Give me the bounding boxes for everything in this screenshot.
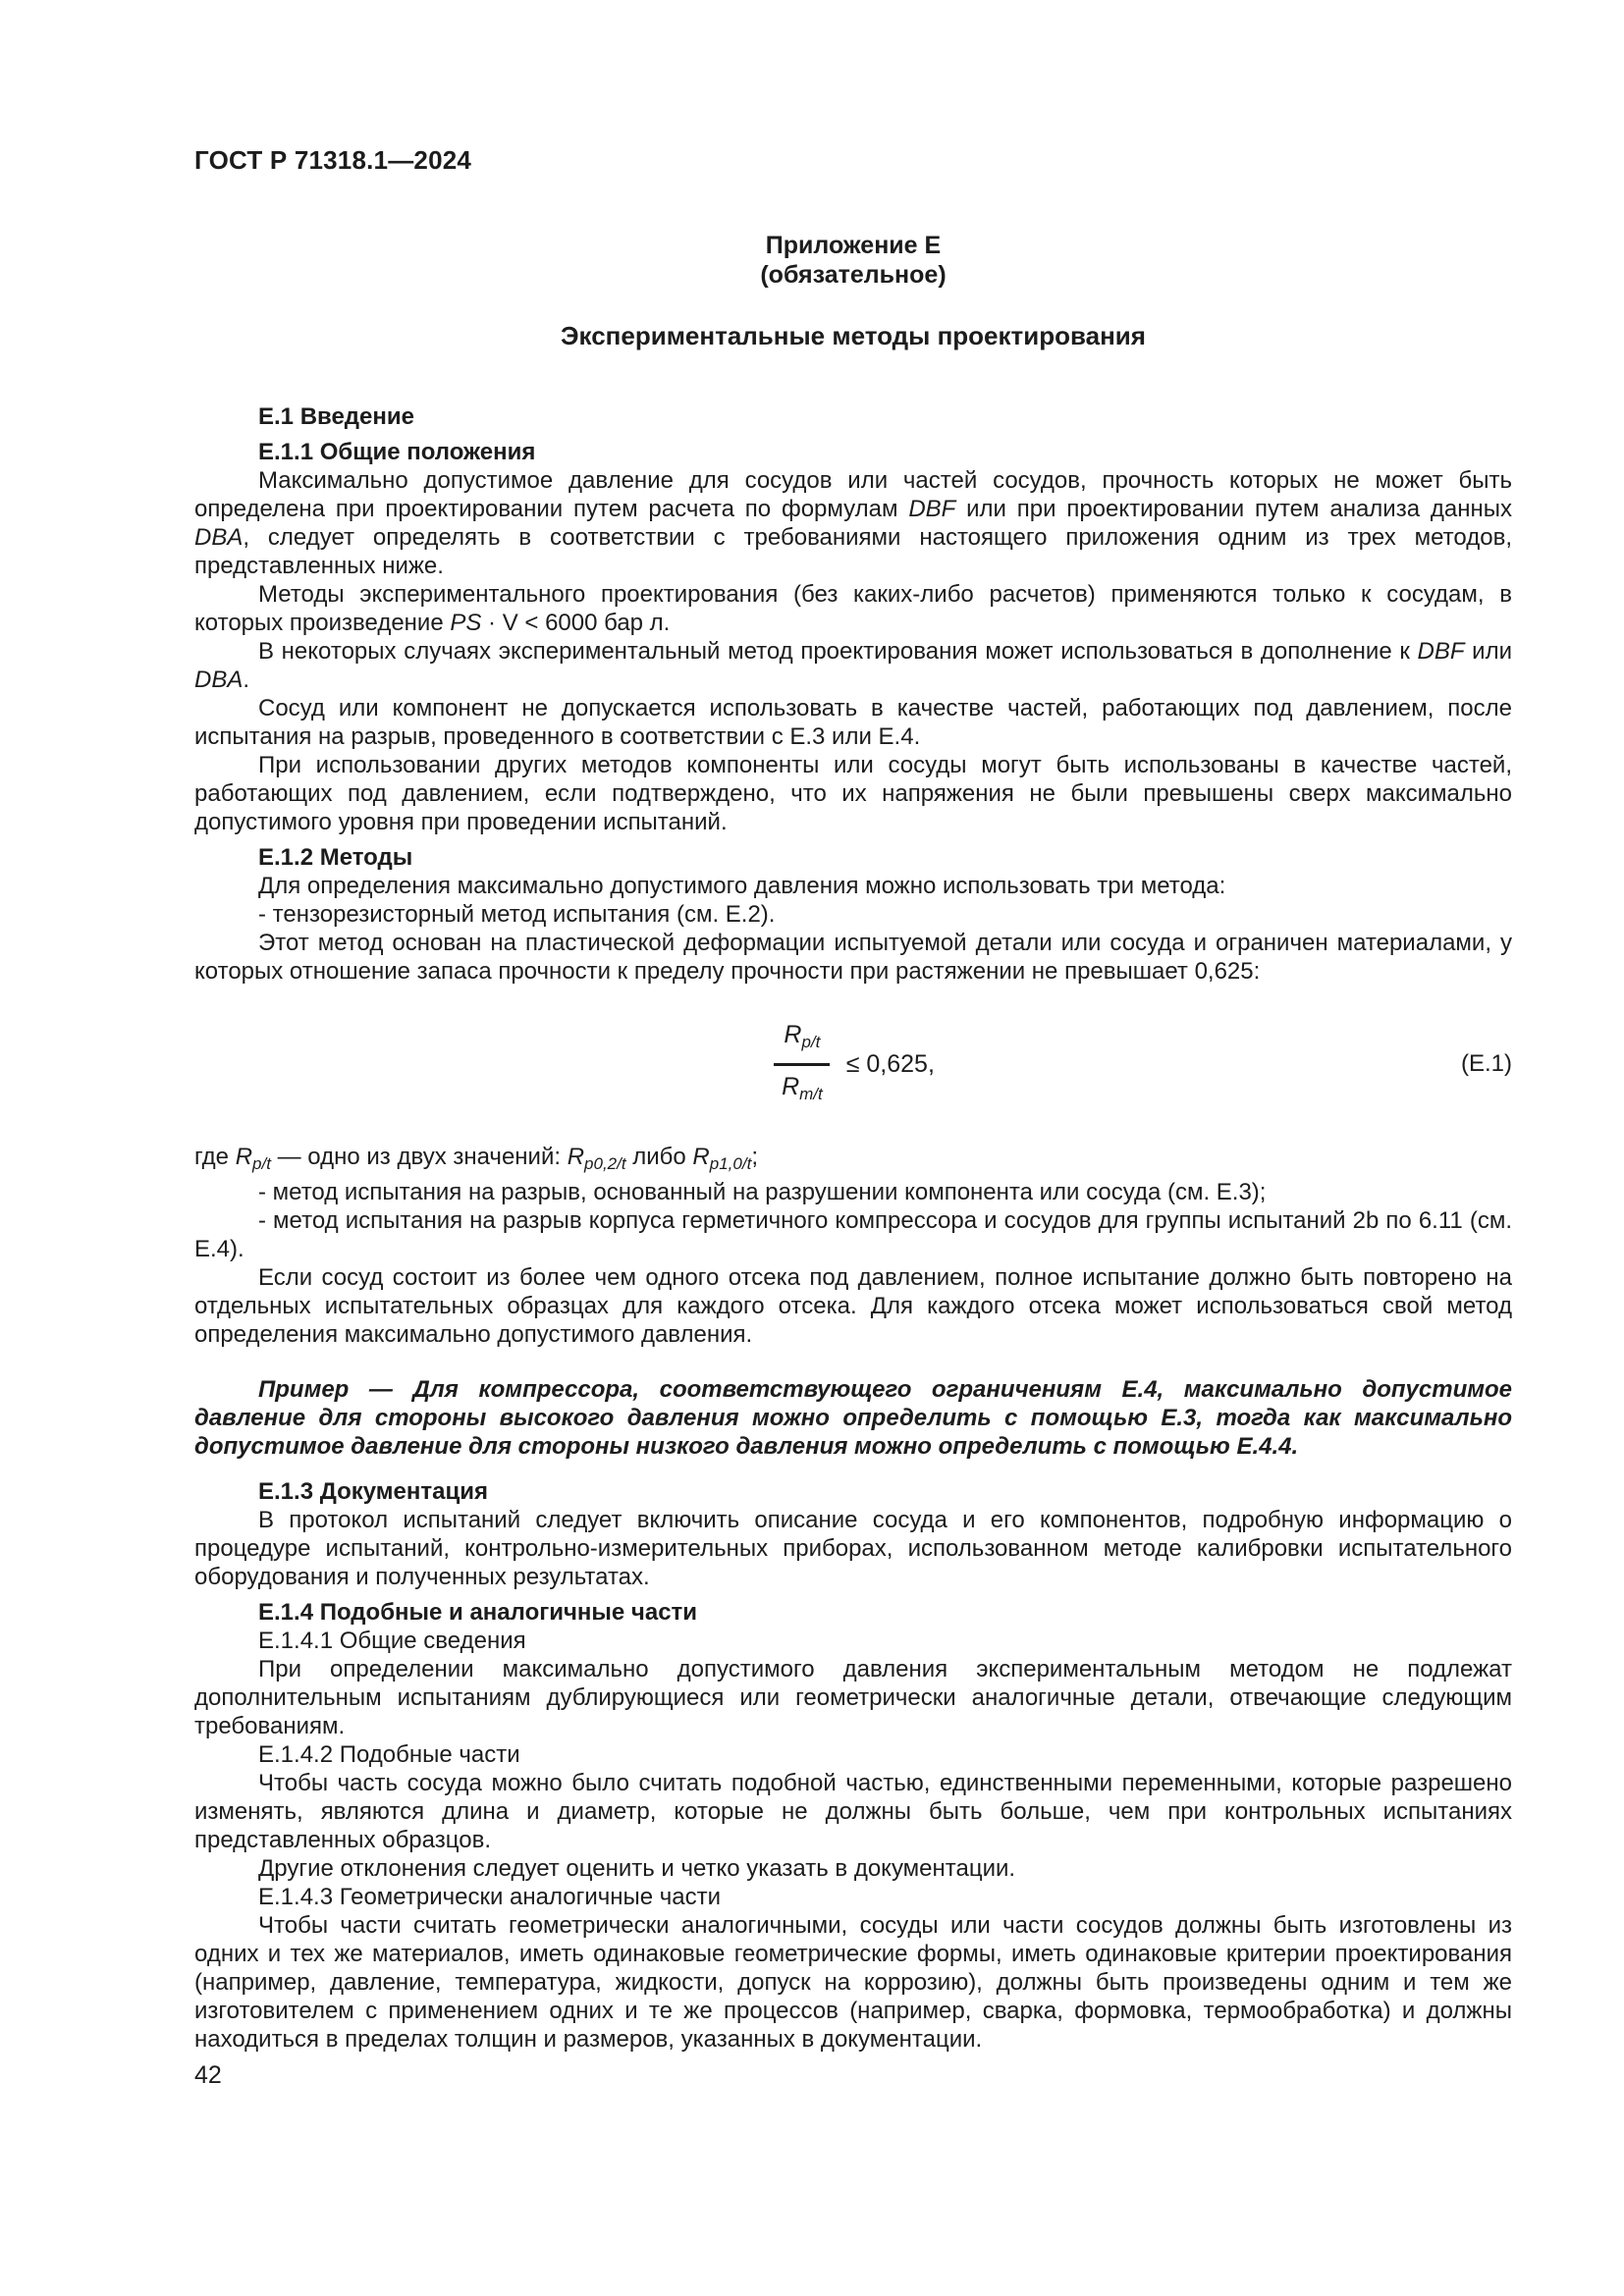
text-segment: - метод испытания на разрыв, основанный на разрушении компонента или сосуда (см. Е.3); <box>258 1179 1267 1205</box>
heading-e1-4-1: Е.1.4.1 Общие сведения <box>258 1628 526 1654</box>
text-segment: ; <box>751 1144 758 1170</box>
text-segment: DBF <box>1417 638 1465 665</box>
text-segment: R <box>692 1144 710 1170</box>
list-item <box>194 1206 1512 1263</box>
text-segment: p1,0/t <box>709 1154 752 1173</box>
text-segment: Методы экспериментального проектирования (без каких-либо расчетов) применяются только к сосудам, в которых произведение <box>194 581 1512 636</box>
text-segment: где <box>194 1144 236 1170</box>
list-item <box>194 1178 1512 1206</box>
paragraph <box>194 1655 1512 1740</box>
text-segment: либо <box>625 1144 693 1170</box>
paragraph <box>194 637 1512 694</box>
paragraph <box>194 751 1512 836</box>
text-segment: При использовании других методов компоненты или сосуды могут быть использованы в качестве частей, работающих под давлением, если подтверждено, что их напряжения не были превышены сверх максимально допустимого уровня при проведении испытаний. <box>194 752 1512 835</box>
text-segment: R <box>782 1072 800 1100</box>
paragraph <box>194 466 1512 580</box>
paragraph <box>194 580 1512 637</box>
formula-relation: ≤ 0,625, <box>845 1049 935 1078</box>
equation-e1 <box>194 986 1512 1143</box>
fraction-numerator <box>774 1020 830 1066</box>
heading-e1-3: Е.1.3 Документация <box>258 1478 489 1505</box>
equation-number: (Е.1) <box>1460 1050 1512 1077</box>
text-segment: Другие отклонения следует оценить и четко указать в документации. <box>258 1855 1016 1882</box>
text-segment: — одно из двух значений: <box>270 1144 568 1170</box>
text-segment: - тензорезисторный метод испытания (см. Е.2). <box>258 901 776 928</box>
appendix-title: Экспериментальные методы проектирования <box>561 321 1146 350</box>
paragraph <box>194 1506 1512 1591</box>
formula-expression <box>772 1020 935 1109</box>
text-segment: · V < 6000 бар л. <box>481 610 671 636</box>
text-segment: Для определения максимально допустимого давления можно использовать три метода: <box>258 873 1226 899</box>
paragraph <box>194 929 1512 986</box>
paragraph <box>194 872 1512 900</box>
formula-legend <box>194 1143 1512 1178</box>
text-segment: При определении максимально допустимого давления экспериментальным методом не подлежат дополнительным испытаниям дублирующиеся или геометрически аналогичные детали, отвечающие следующим требованиям. <box>194 1656 1512 1739</box>
appendix-label: Приложение Е <box>765 232 942 259</box>
text-segment: Этот метод основан на пластической деформации испытуемой детали или сосуда и ограничен материалами, у которых отношение запаса прочности к пределу прочности при растяжении не превышает 0,625: <box>194 930 1512 985</box>
paragraph <box>194 1263 1512 1349</box>
text-segment: Чтобы части считать геометрически аналогичными, сосуды или части сосудов должны быть изготовлены из одних и тех же материалов, иметь одинаковые геометрические формы, иметь одинаковые критерии проектирования (например, давление, температура, жидкости, допуск на коррозию), должны быть произведены одним и тем же изготовителем с применением одних и те же процессов (например, сварка, формовка, термообработка) и должны находиться в пределах толщин и размеров, указанных в документации. <box>194 1912 1512 2053</box>
text-segment: или при проектировании путем анализа данных <box>955 496 1512 522</box>
text-segment: Максимально допустимое давление для сосудов или частей сосудов, прочность которых не может быть определена при проектировании путем расчета по формулам <box>194 467 1512 522</box>
paragraph <box>194 1911 1512 2054</box>
text-segment: R <box>235 1144 253 1170</box>
appendix-obligation: (обязательное) <box>760 261 947 289</box>
text-segment: В протокол испытаний следует включить описание сосуда и его компонентов, подробную информацию о процедуре испытаний, контрольно-измерительных приборах, использованном методе калибровки испытательного оборудования и полученных результатах. <box>194 1507 1512 1590</box>
heading-e1-1: Е.1.1 Общие положения <box>258 439 536 465</box>
text-segment: DBA <box>194 524 244 551</box>
fraction-denominator <box>772 1066 833 1109</box>
page-number: 42 <box>194 2061 222 2089</box>
paragraph <box>194 1854 1512 1883</box>
text-segment: DBF <box>908 496 956 522</box>
paragraph <box>194 1769 1512 1854</box>
text-segment: DBA <box>194 667 244 693</box>
text-segment: В некоторых случаях экспериментальный метод проектирования может использоваться в дополнение к <box>258 638 1418 665</box>
text-segment: , следует определять в соответствии с требованиями настоящего приложения одним из трех методов, представленных ниже. <box>194 524 1512 579</box>
text-segment: Чтобы часть сосуда можно было считать подобной частью, единственными переменными, которые разрешено изменять, являются длина и диаметр, которые не должны быть больше, чем при контрольных испытаниях представленных образцов. <box>194 1770 1512 1853</box>
text-segment: p0,2/t <box>584 1154 626 1173</box>
paragraph <box>194 694 1512 751</box>
text-segment: R <box>567 1144 585 1170</box>
text-segment: - метод испытания на разрыв корпуса герметичного компрессора и сосудов для группы испытаний 2b по 6.11 (см. Е.4). <box>194 1207 1512 1262</box>
text-segment: Сосуд или компонент не допускается использовать в качестве частей, работающих под давлением, после испытания на разрыв, проведенного в соответствии с Е.3 или Е.4. <box>194 695 1512 750</box>
text-segment: или <box>1464 638 1512 665</box>
text-segment: m/t <box>799 1084 823 1103</box>
text-segment: p/t <box>801 1032 821 1051</box>
heading-e1-2: Е.1.2 Методы <box>258 844 413 871</box>
list-item <box>194 900 1512 929</box>
example-paragraph: Пример — Для компрессора, соответствующего ограничениям Е.4, максимально допустимое давление для стороны высокого давления можно определить с помощью Е.3, тогда как максимально допустимое давление для стороны низкого давления можно определить с помощью Е.4.4. <box>194 1376 1512 1460</box>
heading-e1-4-3: Е.1.4.3 Геометрически аналогичные части <box>258 1884 722 1910</box>
heading-e1: Е.1 Введение <box>258 403 414 430</box>
fraction <box>772 1020 833 1109</box>
heading-e1-4-2: Е.1.4.2 Подобные части <box>258 1741 520 1768</box>
text-segment: PS <box>450 610 482 636</box>
document-number-header: ГОСТ Р 71318.1—2024 <box>194 145 472 175</box>
text-segment: Если сосуд состоит из более чем одного отсека под давлением, полное испытание должно быть повторено на отдельных испытательных образцах для каждого отсека. Для каждого отсека может использоваться свой метод определения максимально допустимого давления. <box>194 1264 1512 1348</box>
text-segment: . <box>243 667 250 693</box>
text-segment: p/t <box>252 1154 271 1173</box>
heading-e1-4: Е.1.4 Подобные и аналогичные части <box>258 1599 698 1626</box>
text-segment: R <box>784 1020 802 1048</box>
